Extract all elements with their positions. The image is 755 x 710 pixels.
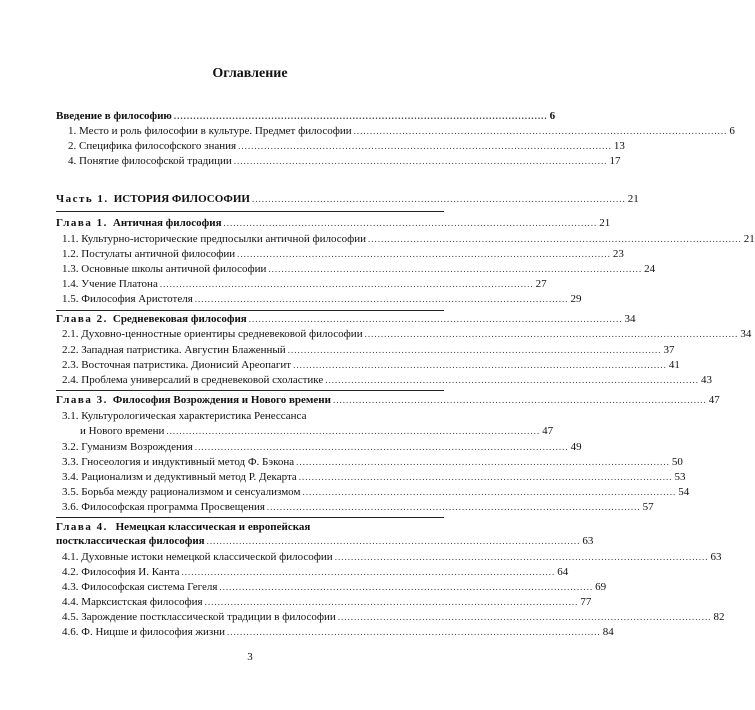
toc-entry[interactable] (62, 359, 680, 372)
page-title: Оглавление (212, 66, 288, 81)
chapter-title: Философия Возрождения и Нового времени (112, 394, 331, 406)
toc-entry-page: 41 (668, 359, 680, 371)
toc-entry-label: 2.1. Духовно-ценностные ориентиры средневековой философии (62, 328, 363, 340)
toc-entry-page: 6 (549, 110, 556, 122)
toc-entry-label: 3.6. Философская программа Просвещения (62, 501, 265, 513)
toc-entry[interactable] (80, 425, 554, 438)
leader-dots: ................................................................................................................... (233, 156, 608, 166)
divider (56, 390, 444, 391)
toc-entry[interactable] (62, 626, 614, 639)
toc-entry-label: 4.1. Духовные истоки немецкой классической философии (62, 551, 333, 563)
leader-dots: ................................................................................................................... (227, 627, 601, 637)
leader-dots: ................................................................................................................... (266, 502, 641, 512)
toc-entry[interactable] (62, 456, 683, 469)
chapter-label: Глава 4. (56, 521, 108, 533)
leader-dots: ................................................................................................................... (293, 360, 667, 370)
toc-entry-page: 23 (612, 248, 624, 260)
toc-entry-page: 63 (582, 535, 594, 547)
toc-entry-page: 34 (740, 328, 752, 340)
toc-entry-label: 4.4. Марксистская философия (62, 596, 203, 608)
leader-dots: ................................................................................................................... (302, 487, 677, 497)
leader-dots: ................................................................................................................... (296, 457, 670, 467)
leader-dots: ................................................................................................................... (287, 345, 662, 355)
toc-entry-page: 50 (671, 456, 683, 468)
toc-entry-label: 1.3. Основные школы античной философии (62, 263, 267, 275)
toc-entry-page: 43 (701, 374, 713, 386)
toc-entry-label: 3.1. Культурологическая характеристика Ренессанса (62, 410, 307, 422)
toc-entry[interactable] (62, 471, 686, 484)
toc-entry-label: 1.1. Культурно-исторические предпосылки античной философии (62, 233, 367, 245)
toc-entry[interactable] (62, 248, 624, 261)
toc-entry[interactable] (62, 611, 725, 624)
toc-entry[interactable] (62, 551, 722, 564)
toc-entry-label: 4.3. Философская система Гегеля (62, 581, 218, 593)
leader-dots: ................................................................................................................... (268, 264, 643, 274)
toc-entry[interactable] (68, 125, 735, 138)
leader-dots: ................................................................................................................... (368, 234, 742, 244)
chapter-title-continued: постклассическая философия (56, 535, 205, 547)
toc-entry-page: 82 (713, 611, 725, 623)
leader-dots: ................................................................................................................... (248, 314, 623, 324)
toc-entry-page: 49 (570, 441, 582, 453)
divider (56, 211, 444, 212)
toc-entry[interactable] (68, 155, 621, 168)
leader-dots: ................................................................................................................... (159, 279, 534, 289)
leader-dots: ................................................................................................................... (223, 218, 598, 228)
toc-entry-page: 17 (609, 155, 621, 167)
toc-entry-page: 24 (644, 263, 656, 275)
toc-chapter-heading-continued[interactable] (56, 535, 594, 548)
toc-chapter-heading[interactable] (56, 217, 611, 230)
leader-dots: ................................................................................................................... (364, 329, 739, 339)
chapter-label: Глава 2. (56, 313, 108, 325)
toc-entry-label: 2.2. Западная патристика. Августин Блаженный (62, 344, 286, 356)
toc-entry[interactable] (62, 278, 547, 291)
toc-entry-page: 57 (642, 501, 654, 513)
toc-entry[interactable] (62, 328, 752, 341)
leader-dots: ................................................................................................................... (238, 141, 612, 151)
leader-dots: ................................................................................................................... (173, 111, 548, 121)
part-label: Часть 1. (56, 193, 109, 205)
toc-entry-label: 2. Специфика философского знания (68, 140, 237, 152)
toc-entry-page: 47 (708, 394, 720, 406)
toc-entry[interactable] (62, 486, 690, 499)
toc-entry-page: 21 (599, 217, 611, 229)
toc-entry-label: 3.2. Гуманизм Возрождения (62, 441, 193, 453)
toc-part-heading[interactable] (56, 193, 639, 206)
toc-chapter-heading[interactable] (56, 313, 636, 326)
leader-dots: ................................................................................................................... (325, 375, 700, 385)
leader-dots: ................................................................................................................... (298, 472, 673, 482)
divider (56, 310, 444, 311)
leader-dots: ................................................................................................................... (166, 426, 541, 436)
toc-entry[interactable] (62, 441, 582, 454)
toc-entry-intro[interactable] (56, 110, 556, 123)
toc-entry-label: 1.5. Философия Аристотеля (62, 293, 193, 305)
chapter-label: Глава 3. (56, 394, 108, 406)
chapter-title: Немецкая классическая и европейская (115, 521, 311, 533)
leader-dots: ................................................................................................................... (181, 567, 556, 577)
leader-dots: ................................................................................................................... (204, 597, 579, 607)
toc-entry[interactable] (62, 263, 656, 276)
divider (56, 517, 444, 518)
toc-chapter-heading[interactable] (56, 521, 310, 534)
toc-entry-label: 2.4. Проблема универсалий в средневековой схоластике (62, 374, 324, 386)
toc-entry[interactable] (62, 293, 582, 306)
leader-dots: ................................................................................................................... (206, 536, 581, 546)
toc-entry-page: 77 (580, 596, 592, 608)
toc-entry-page: 37 (663, 344, 675, 356)
chapter-label: Глава 1. (56, 217, 108, 229)
toc-entry-page: 63 (710, 551, 722, 563)
toc-entry-page: 47 (542, 425, 554, 437)
toc-entry-page: 29 (570, 293, 582, 305)
toc-entry[interactable] (62, 581, 607, 594)
toc-entry-page: 34 (624, 313, 636, 325)
leader-dots: ................................................................................................................... (237, 249, 611, 259)
part-title: ИСТОРИЯ ФИЛОСОФИИ (113, 193, 250, 205)
leader-dots: ................................................................................................................... (332, 395, 707, 405)
toc-entry-label: 4.2. Философия И. Канта (62, 566, 180, 578)
leader-dots: ................................................................................................................... (334, 552, 709, 562)
leader-dots: ................................................................................................................... (194, 294, 569, 304)
toc-entry-label: 1. Место и роль философии в культуре. Предмет философии (68, 125, 352, 137)
chapter-title: Средневековая философия (112, 313, 247, 325)
toc-entry[interactable] (62, 233, 755, 246)
toc-entry[interactable] (62, 596, 592, 609)
toc-entry-page: 84 (602, 626, 614, 638)
toc-entry-page: 69 (595, 581, 607, 593)
toc-entry-page: 54 (678, 486, 690, 498)
toc-entry-label: 1.2. Постулаты античной философии (62, 248, 236, 260)
toc-entry-label: 1.4. Учение Платона (62, 278, 158, 290)
toc-entry-label: 3.4. Рационализм и дедуктивный метод Р. Декарта (62, 471, 297, 483)
toc-entry[interactable] (62, 374, 713, 387)
toc-entry-label: Введение в философию (56, 110, 172, 122)
toc-entry[interactable] (62, 344, 675, 357)
leader-dots: ................................................................................................................... (353, 126, 728, 136)
toc-entry-label: 4.5. Зарождение постклассической традиции в философии (62, 611, 336, 623)
toc-entry-page: 13 (613, 140, 625, 152)
toc-entry-label: 4.6. Ф. Ницше и философия жизни (62, 626, 225, 638)
toc-entry-page: 64 (557, 566, 569, 578)
toc-entry-label-continued: и Нового времени (80, 425, 165, 437)
leader-dots: ................................................................................................................... (219, 582, 594, 592)
toc-entry-label: 3.3. Гносеология и индуктивный метод Ф. Бэкона (62, 456, 295, 468)
leader-dots: ................................................................................................................... (252, 194, 626, 204)
toc-entry-label: 3.5. Борьба между рационализмом и сенсуализмом (62, 486, 301, 498)
leader-dots: ................................................................................................................... (337, 612, 712, 622)
toc-entry-page: 6 (729, 125, 735, 137)
toc-entry[interactable] (62, 566, 569, 579)
toc-entry-page: 53 (674, 471, 686, 483)
toc-entry-page: 21 (743, 233, 755, 245)
toc-entry[interactable] (62, 501, 654, 514)
toc-entry-label: 4. Понятие философской традиции (68, 155, 232, 167)
page-number: 3 (247, 651, 253, 663)
toc-entry-page: 21 (627, 193, 639, 205)
toc-entry-label: 2.3. Восточная патристика. Дионисий Ареопагит (62, 359, 292, 371)
toc-entry[interactable] (68, 140, 625, 153)
chapter-title: Античная философия (112, 217, 222, 229)
toc-chapter-heading[interactable] (56, 394, 720, 407)
toc-entry-page: 27 (535, 278, 547, 290)
leader-dots: ................................................................................................................... (194, 442, 569, 452)
